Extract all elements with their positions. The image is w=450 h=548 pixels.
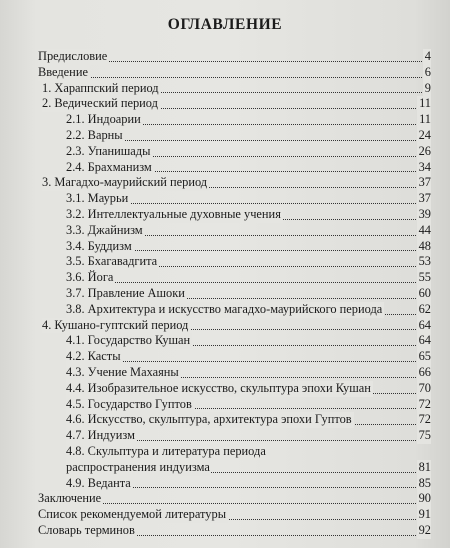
toc-entry [66,444,450,476]
toc-entry [66,160,450,176]
toc-entry [66,223,450,239]
toc-entry [66,207,450,223]
toc-entry-label: 3.3. Джайнизм [66,222,143,237]
toc-entry [42,318,450,334]
dot-leader [66,280,430,283]
toc-entry-label: 4.3. Учение Махаяны [66,364,179,379]
toc-entry-label: 3.6. Йога [66,270,114,285]
toc-entry [66,412,450,428]
toc-entry [66,365,450,381]
toc-entry-page-number: 26 [418,143,431,158]
toc-entry-label: 3.8. Архитектура и искусство магадхо-маурийского периода [66,301,383,316]
toc-entry [38,65,450,81]
toc-entry-label: 3.1. Маурьи [66,191,129,206]
toc-entry [66,144,450,160]
dot-leader [38,75,430,78]
toc-entry-page-number: 11 [419,112,431,127]
toc-entry [66,397,450,413]
page-title: ОГЛАВЛЕНИЕ [167,16,283,33]
toc-entry-page-number: 90 [418,491,431,506]
toc-entry-label: 3.5. Бхагавадгита [66,254,158,269]
toc-entry-label: Заключение [38,491,102,506]
toc-entry [66,476,450,492]
toc-entry-page-number: 91 [418,507,431,522]
toc-entry [38,507,450,523]
toc-entry-page-number: 37 [418,175,431,190]
toc-entry-page-number: 37 [418,191,431,206]
toc-entry-page-number: 6 [424,64,431,79]
toc-entry-label: Предисловие [38,49,108,63]
toc-entry [66,239,450,255]
toc-entry-page-number: 9 [424,80,431,95]
toc-entry-label: Список рекомендуемой литературы [38,507,227,522]
toc-entry [38,491,450,507]
toc-entry-page-number: 66 [418,364,431,379]
toc-entry [66,302,450,318]
toc-entry [38,523,450,539]
toc-entry-page-number: 44 [418,222,431,237]
toc-entry [42,175,450,191]
toc-entry [66,381,450,397]
toc-entry-label: Словарь терминов [38,522,135,537]
toc-entry [66,270,450,286]
toc-entry [66,128,450,144]
toc-entry-page-number: 60 [418,285,431,300]
toc-entry-label: 4.4. Изобразительное искусство, скульптура эпохи Кушан [66,380,371,395]
toc-entry-page-number: 72 [418,396,431,411]
toc-entry [42,96,450,112]
toc-entry-label: 3.4. Буддизм [66,238,132,253]
toc-entry-page-number: 48 [418,238,431,253]
toc-entry-page-number: 72 [418,412,431,427]
toc-entry-label: 2.4. Брахманизм [66,159,152,174]
toc-entry-page-number: 92 [418,522,431,537]
toc-entry-label: 4.9. Веданта [66,475,131,490]
toc-entry-page-number: 24 [418,127,431,142]
toc-entry-label: Введение [38,64,88,79]
toc-entry-label: 4.7. Индуизм [66,428,135,443]
toc-entry-label: 2.1. Индоарии [66,112,141,127]
toc-entry-page-number: 64 [418,333,431,348]
toc-entry [66,349,450,365]
toc-entry-label: 1. Хараппский период [42,80,159,95]
table-of-contents [0,49,450,539]
toc-entry-page-number: 81 [418,459,431,474]
toc-entry-page-number: 39 [418,206,431,221]
toc-entry-label: 2. Ведический период [42,96,158,111]
toc-entry-label: 4. Кушано-гуптский период [42,317,189,332]
toc-entry-page-number: 64 [418,317,431,332]
toc-entry [66,191,450,207]
toc-entry [66,254,450,270]
toc-entry-page-number: 34 [418,159,431,174]
toc-entry-page-number: 55 [418,270,431,285]
toc-entry [66,112,450,128]
toc-entry-label: 3.2. Интеллектуальные духовные учения [66,206,281,221]
toc-entry [38,49,450,65]
toc-entry-page-number: 11 [419,96,431,111]
toc-entry [42,81,450,97]
toc-entry [66,333,450,349]
toc-entry-label: 3. Магадхо-маурийский период [42,175,208,190]
toc-entry [66,286,450,302]
toc-entry-page-number: 53 [418,254,431,269]
toc-entry-label: 4.2. Касты [66,349,121,364]
toc-entry-page-number: 4 [424,49,431,63]
toc-entry-label: 4.1. Государство Кушан [66,333,191,348]
toc-entry-page-number: 62 [418,301,431,316]
toc-entry-page-number: 75 [418,428,431,443]
toc-entry-label: 3.7. Правление Ашоки [66,285,185,300]
toc-entry [66,428,450,444]
toc-entry-label: 4.5. Государство Гуптов [66,396,192,411]
toc-entry-page-number: 65 [418,349,431,364]
toc-entry-label: 4.6. Искусство, скульптура, архитектура эпохи Гуптов [66,412,352,427]
toc-entry-label: 2.3. Упанишады [66,143,151,158]
toc-entry-label: 4.8. Скульптура и литература периода распространения индуизма [66,443,266,474]
toc-entry-page-number: 70 [418,380,431,395]
toc-entry-page-number: 85 [418,475,431,490]
toc-entry-label: 2.2. Варны [66,127,123,142]
